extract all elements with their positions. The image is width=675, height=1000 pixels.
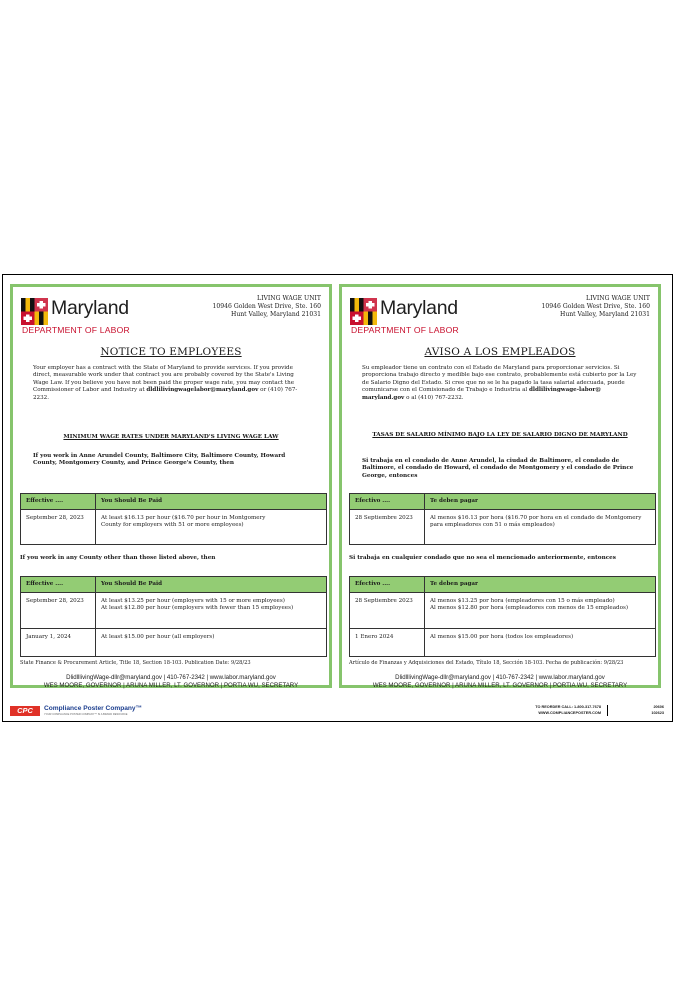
wage-table-listed-counties — [349, 493, 656, 545]
rate-line: At least $12.80 per hour (employers with fewer than 15 employees) — [101, 605, 294, 612]
footer-officials-line: WES MOORE, GOVERNOR | ARUNA MILLER, LT. GOVERNOR | PORTIA WU, SECRETARY — [372, 682, 628, 689]
cpc-company-name: Compliance Poster Company™ — [44, 705, 143, 712]
address-line: 10946 Golden West Drive, Ste. 160 — [212, 303, 321, 310]
contact-email-link[interactable]: dldlilivingwagelabor@maryland.gov — [146, 387, 259, 394]
wage-table-other-counties — [349, 576, 656, 657]
table-header — [21, 494, 326, 510]
row-rate — [96, 593, 326, 628]
rate-line: At least $13.25 per hour (employers with 15 or more employees) — [101, 598, 285, 604]
maryland-flag-icon — [350, 298, 377, 325]
table-row — [21, 629, 326, 656]
logo-wordmark: Maryland — [380, 297, 458, 319]
contact-footer — [13, 674, 329, 690]
row-rate — [425, 629, 655, 656]
poster-revision: 102623 — [651, 710, 664, 715]
intro-end: or (410) 767-2232. — [33, 387, 298, 401]
header-effective: Efectivo .... — [350, 577, 425, 592]
address-line: 10946 Golden West Drive, Ste. 160 — [541, 303, 650, 310]
other-counties-text: If you work in any County other than those listed above, then — [20, 555, 216, 561]
wage-table-other-counties — [20, 576, 327, 657]
poster-codes — [651, 705, 664, 716]
row-date: January 1, 2024 — [21, 629, 96, 656]
header-pay: You Should Be Paid — [101, 581, 163, 587]
intro-paragraph — [33, 365, 309, 402]
rate-line: At least $15.00 per hour (all employers) — [101, 634, 215, 640]
header-pay: Te deben pagar — [430, 581, 478, 587]
address-block — [213, 295, 321, 319]
table-header — [350, 494, 655, 510]
row-date: 28 Septiembre 2023 — [350, 593, 425, 628]
address-block — [542, 295, 650, 319]
contact-footer — [342, 674, 658, 690]
notice-title: NOTICE TO EMPLOYEES — [100, 346, 242, 358]
rate-line: para empleadores con 51 o más empleados) — [430, 522, 555, 529]
row-rate — [425, 593, 655, 628]
logo-wordmark: Maryland — [51, 297, 129, 319]
rate-line: Al menos $13.25 por hora (empleadores con 15 o más empleado) — [430, 598, 615, 604]
minimum-wage-subhead: TASAS DE SALARIO MÍNIMO BAJO LA LEY DE SALARIO DIGNO DE MARYLAND — [372, 432, 628, 438]
table-row — [350, 629, 655, 656]
source-citation: Artículo de Finanzas y Adquisiciones del Estado, Título 18, Sección 18-103. Fecha de publicación: 9/28/23 — [349, 660, 624, 666]
cpc-tagline: YOUR COMPLIANCE POSTER COMPANY™ IS A BRAND RESOURCE — [44, 713, 128, 716]
row-rate — [96, 629, 326, 656]
rate-line: At least $16.13 per hour ($16.70 per hour in Montgomery — [101, 515, 266, 521]
maryland-labor-logo — [21, 295, 171, 345]
header-pay: Te deben pagar — [430, 498, 478, 504]
intro-paragraph — [362, 365, 638, 402]
intro-text: Su empleador tiene un contrato con el Estado de Maryland para proporcionar servicios. Si proporciona trabajo directo y medible bajo ese contrato, probablemente está cubierto por la Ley de Salario Digno del Estado. Si cree que no se le ha pagado la tasa salarial adecuada, puede comunicarse con el Comisionado de Trabajo e Industria al — [362, 365, 637, 394]
maryland-flag-icon — [21, 298, 48, 325]
header-effective: Efectivo .... — [350, 494, 425, 509]
table-header — [21, 577, 326, 593]
counties-text: If you work in Anne Arundel County, Baltimore City, Baltimore County, Howard County, Montgomery County, and Prince George's County, then — [33, 453, 286, 467]
rate-line: County for employers with 51 or more employees) — [101, 522, 244, 529]
counties-text: Si trabaja en el condado de Anne Arundel, la ciudad de Baltimore, el condado de Baltimore, el condado de Howard, el condado de Montgomery y el condado de Prince George, entonces — [362, 458, 634, 479]
table-row — [350, 510, 655, 544]
footer-contact-line: DlidlllivingWage-dllr@maryland.gov | 410-767-2342 | www.labor.maryland.gov — [66, 674, 276, 681]
poster — [2, 274, 673, 722]
reorder-phone: TO REORDER CALL: 1-800-317-7678 — [535, 705, 601, 709]
other-counties-text: Si trabaja en cualquier condado que no sea el mencionado anteriormente, entonces — [349, 555, 616, 561]
row-date: 28 Septiembre 2023 — [350, 510, 425, 544]
wage-table-listed-counties — [20, 493, 327, 545]
logo-department: DEPARTMENT OF LABOR — [22, 325, 130, 335]
footer-officials-line: WES MOORE, GOVERNOR | ARUNA MILLER, LT. GOVERNOR | PORTIA WU, SECRETARY — [43, 682, 299, 689]
table-row — [21, 593, 326, 629]
source-citation: State Finance & Procurement Article, Title 18, Section 18-103. Publication Date: 9/28/23 — [20, 660, 251, 666]
minimum-wage-subhead: MINIMUM WAGE RATES UNDER MARYLAND'S LIVING WAGE LAW — [63, 434, 279, 440]
row-date: September 28, 2023 — [21, 510, 96, 544]
cpc-brand — [10, 705, 210, 719]
row-rate — [96, 510, 326, 544]
poster-code: 20606 — [653, 705, 664, 709]
address-line: LIVING WAGE UNIT — [257, 295, 321, 302]
footer-contact-line: DlidlllivingWage-dllr@maryland.gov | 410-767-2342 | www.labor.maryland.gov — [395, 674, 605, 681]
table-header — [350, 577, 655, 593]
header-effective: Effective .... — [21, 577, 96, 592]
header-pay: You Should Be Paid — [101, 498, 163, 504]
spanish-panel — [339, 284, 661, 688]
address-line: LIVING WAGE UNIT — [586, 295, 650, 302]
maryland-labor-logo — [350, 295, 500, 345]
rate-line: Al menos $12.80 por hora (empleadores con menos de 15 empleados) — [430, 605, 629, 612]
address-line: Hunt Valley, Maryland 21031 — [560, 311, 650, 318]
row-date: 1 Enero 2024 — [350, 629, 425, 656]
rate-line: Al menos $15.00 por hora (todos los empleadores) — [430, 634, 574, 640]
row-rate — [425, 510, 655, 544]
address-line: Hunt Valley, Maryland 21031 — [231, 311, 321, 318]
english-panel — [10, 284, 332, 688]
reorder-info — [535, 705, 608, 716]
notice-title: AVISO A LOS EMPLEADOS — [424, 346, 576, 358]
reorder-website: WWW.COMPLIANCEPOSTER.COM — [538, 710, 601, 715]
table-row — [21, 510, 326, 544]
intro-end: o al (410) 767-2232. — [406, 394, 464, 401]
contact-email-link[interactable]: dldlilivingwage-labor@ maryland.gov — [362, 387, 601, 401]
table-row — [350, 593, 655, 629]
cpc-logo-icon: CPC — [10, 706, 40, 716]
row-date: September 28, 2023 — [21, 593, 96, 628]
intro-text: Your employer has a contract with the State of Maryland to provide services. If you provide direct, measurable work under that contract you are probably covered by the State's Living Wage Law. If you believe you have not been paid the proper wage rate, you may contact the Commissioner of Labor and Industry at — [33, 365, 295, 394]
header-effective: Effective .... — [21, 494, 96, 509]
logo-department: DEPARTMENT OF LABOR — [351, 325, 459, 335]
rate-line: Al menos $16.13 por hora ($16.70 por hora en el condado de Montgomery — [430, 515, 642, 521]
